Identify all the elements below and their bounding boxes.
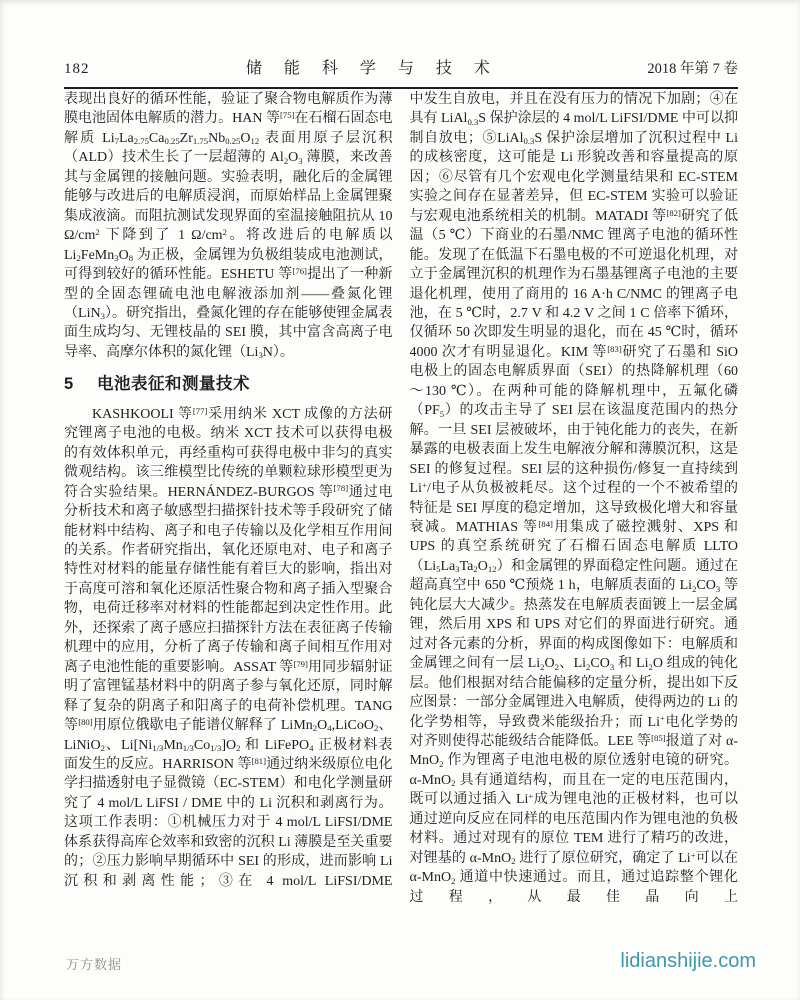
article-body [64, 90, 738, 907]
paragraph: KASHKOOLI 等[77]采用纳米 XCT 成像的方法研究锂离子电池的电极。纳米 XCT 技术可以获得电极的有效体积单元，再经重构可获得电极中非匀的真实微观结构。该三维模型比传统的单颗粒球形模型更为符合实验结果。HERNÁNDEZ-BURGOS 等[78]通过电分析技术和离子敏感型扫描探针技术等手段研究了储能材料中结构、离子和电子传输以及化学相互作用间的关系。作者研究指出，氧化还原电对、电子和离子特性对材料的能量存储性能有着巨大的影响，指出对于高度可溶和氧化还原活性聚合物和离子插入型聚合物，电荷迁移率对材料的性能都起到决定性作用。此外，还探索了离子感应扫描探针方法在表征离子传输机理中的应用，分析了离子传输和离子间相互作用对离子电池性能的重要影响。ASSAT 等[79]用同步辐射证明了富锂锰基材料中的阴离子参与氧化还原，同时解释了复杂的阴离子和阳离子的电荷补偿机理。TANG 等[80]用原位俄歇电子能谱仪解释了 $LiMn_2O_4,LiCoO_2$、LiNiO$_2$、$Li[Ni_{1/3}Mn_{1/3}Co_{1/3}]O_2$ 和 LiFePO$_4$ 正极材料表面发生的反应。HARRISON 等[81]通过纳米级原位电化学扫描透射电子显微镜（EC-STEM）和电化学测量研究了 4 mol/L LiFSI / DME 中的 Li 沉积和剥离行为。这项工作表明：①机械压力对于 4 mol/L LiFSI/DME 体系获得高库仑效率和致密的沉积 Li 薄膜是至关重要的；②压力影响早期循环中 SEI 的形成，进而影响 Li 沉积和剥离性能；③在 4 mol/L LiFSI/DME [64, 405, 393, 889]
left-column [64, 90, 393, 907]
paragraph: 表现出良好的循环性能，验证了聚合物电解质作为薄膜电池固体电解质的潜力。HAN 等[75]在石榴石固态电解质 $Li_7La_{2.75}Ca_{0.25}Zr_{1.75}Nb_{0.25}O_{12}$ 表面用原子层沉积（ALD）技术生长了一层超薄的 $Al_2O_3$ 薄膜，来改善其与金属锂的接触问题。实验表明，融化后的金属锂能够与改进后的电解质浸润，而原始样品上金属锂聚集成液滴。而阻抗测试发现界面的室温接触阻抗从 10 $\Omega/cm^2$ 下降到了 1 $\Omega/cm^2$。将改进后的电解质以 $Li_2FeMn_3O_8$ 为正极，金属锂为负极组装成电池测试，可得到较好的循环性能。ESHETU 等[76]提出了一种新型的全固态锂硫电池电解液添加剂——叠氮化锂（LiN$_3$）。研究指出，叠氮化锂的存在能够使锂金属表面生成均匀、无锂枝晶的 SEI 膜，其中富含高离子电导率、高摩尔体积的氮化锂$(Li_3N)$。 [64, 92, 393, 361]
page-number: 182 [64, 61, 90, 77]
footer-website-watermark: lidianshijie.com [620, 950, 756, 972]
page-header [64, 48, 738, 89]
section-heading [64, 375, 393, 394]
section-number: 5 [64, 375, 74, 394]
volume-info: 2018 年第 7 卷 [647, 61, 738, 77]
section-title: 电池表征和测量技术 [97, 375, 250, 394]
wanfang-data-watermark: 万方数据 [66, 957, 123, 972]
paragraph: 中发生自放电，并且在没有压力的情况下加剧；④在具有 LiAl$_{0.3}$S 保护涂层的 4 mol/L LiFSI/DME 中可以抑制自放电；⑤LiAl$_{0.3}$S 保护涂层增加了沉积过程中 Li 的成核密度，这可能是 Li 形貌改善和容量提高的原因；⑥尽管有几个宏观电化学测量结果和 EC-STEM 实验之间存在显著差异，但 EC-STEM 实验可以验证与宏观电池系统相关的机制。MATADI 等[82]研究了低温（5 ℃）下商业的石墨/NMC 锂离子电池的循环性能。发现了在低温下石墨电极的不可逆退化机理，对立于金属锂沉积的机理作为石墨基锂离子电池的主要退化机理，使用了商用的 16 A·h C/NMC 的锂离子电池，在 5 ℃时，2.7 V 和 4.2 V 之间 1 C 倍率下循环，仅循环 50 次即发生明显的退化，而在 45 ℃时，循环 4000 次才有明显退化。KIM 等[83]研究了石墨和 SiO 电极上的固态电解质界面（SEI）的热降解机理（60～130 ℃）。在两种可能的降解机理中，五氟化磷$(PF_5)$的攻击主导了 SEI 层在该温度范围内的热分解。一旦 SEI 层被破坏，由于钝化能力的丧失，在新暴露的电极表面上发生电解液分解和薄膜沉积，这是 SEI 的修复过程。SEI 层的这种损伤/修复一直持续到 Li+/电子从负极被耗尽。这个过程的一个不被希望的特征是 SEI 厚度的稳定增加，这导致极化增大和容量衰减。MATHIAS 等[84]用集成了磁控溅射、XPS 和 UPS 的真空系统研究了石榴石固态电解质 $LLTO(Li_5La_3Ta_2O_{12})$和金属锂的界面稳定性问题。通过在超高真空中 650 ℃预烧 1 h，电解质表面的 $Li_2CO_3$ 等钝化层大大减少。热蒸发在电解质表面镀上一层金属锂，然后用 XPS 和 UPS 对它们的界面进行研究。通过对各元素的分析，界面的构成图像如下：电解质和金属锂之间有一层 $Li_2O_2$、$Li_2CO_3$ 和 $Li_2O$ 组成的钝化层。他们根据对结合能偏移的定量分析，提出如下反应图景：一部分金属锂进入电解质，使得两边的 Li 的化学势相等，导致费米能级抬升；而 Li+电化学势的对齐则使得芯能级结合能降低。LEE 等[85]报道了对 α-MnO$_2$ 作为锂离子电池电极的原位透射电镜的研究。α-MnO$_2$ 具有通道结构，而且在一定的电压范围内，既可以通过插入 Li+成为锂电池的正极材料，也可以通过逆向反应在同样的电压范围内作为锂电池的负极材料。通过对现有的原位 TEM 进行了精巧的改进，对锂基的 α-MnO$_2$ 进行了原位研究，确定了 Li+可以在 α-MnO$_2$ 通道中快速通过。而且，通过追踪整个锂化过程，从最佳晶向上 [409, 92, 739, 905]
journal-title: 储 能 科 学 与 技 术 [245, 60, 499, 77]
right-column [410, 90, 739, 907]
